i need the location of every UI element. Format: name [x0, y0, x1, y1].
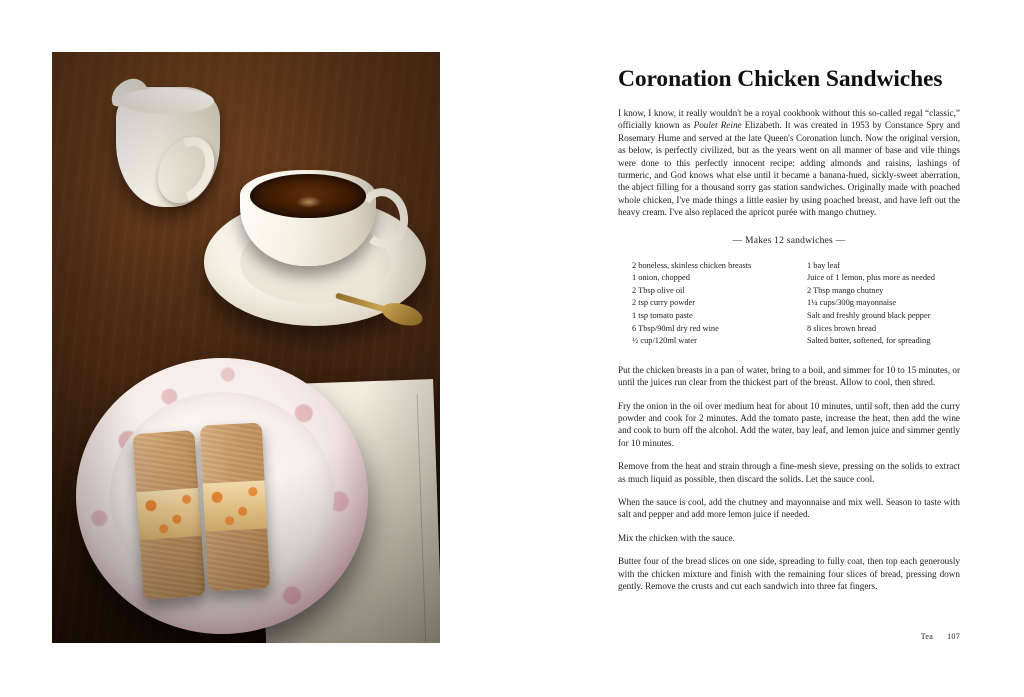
ingredient-item: Salt and freshly ground black pepper: [807, 311, 931, 321]
ingredients-column-left: [632, 260, 785, 348]
recipe-step: Fry the onion in the oil over medium heat for about 10 minutes, until soft, then add the curry powder and cook for 2 minutes. Add the tomato paste, increase the heat, then add the wine and cook to burn off the alcohol. Add the water, bay leaf, and lemon juice and simmer gently for 10 minutes.: [618, 400, 960, 448]
ingredient-item: 1 onion, chopped: [632, 273, 690, 283]
ingredient-item: 8 slices brown bread: [807, 323, 877, 333]
ingredient-item: 1 bay leaf: [807, 260, 841, 270]
headnote-italic-term: Poulet Reine: [693, 120, 742, 131]
ingredient-item: Juice of 1 lemon, plus more as needed: [807, 273, 935, 283]
page-footer: [618, 632, 960, 641]
recipe-headnote: [618, 107, 960, 219]
photo-background-wood-table: [52, 52, 440, 643]
section-label: Tea: [920, 632, 934, 641]
recipe-photograph: [52, 52, 440, 643]
ingredient-item: ½ cup/120ml water: [632, 336, 697, 346]
ingredient-item: 2 Tbsp olive oil: [632, 285, 685, 295]
ingredients-column-right: [807, 260, 960, 348]
recipe-text-column: [618, 66, 960, 604]
ingredient-item: 6 Tbsp/90ml dry red wine: [632, 323, 719, 333]
ingredients-list: [632, 260, 960, 348]
ingredient-item: 2 tsp curry powder: [632, 298, 696, 308]
page-number: 107: [947, 632, 960, 641]
ingredient-item: 2 Tbsp mango chutney: [807, 285, 884, 295]
ingredient-item: Salted butter, softened, for spreading: [807, 336, 931, 346]
ingredient-item: 2 boneless, skinless chicken breasts: [632, 260, 752, 270]
photo-vignette: [52, 52, 440, 643]
ingredient-item: 1¼ cups/300g mayonnaise: [807, 298, 897, 308]
recipe-step: Mix the chicken with the sauce.: [618, 532, 735, 543]
headnote-part-2: Elizabeth. It was created in 1953 by Constance Spry and Rosemary Hume and served at the late Queen's Coronation lunch. Now the original version, as below, is perfectly civilized, but as the years went on all manner of base and vile things were done to this perfectly innocent recipe: adding almonds and raisins, lashings of turmeric, and God knows what else until it became a banana-hued, sickly-sweet aberration, the abject filling for a thousand sorry gas station sandwiches. Originally made with poached whole chicken, I've made things a little easier by using poached breast, and have left out the heavy cream. I've also replaced the apricot purée with mango chutney.: [618, 120, 960, 218]
recipe-yield: — Makes 12 sandwiches —: [732, 234, 846, 246]
headnote-part-1: I know, I know, it really wouldn't be a royal cookbook without this so-called regal “classic,” officially known as: [618, 108, 960, 131]
recipe-step: Butter four of the bread slices on one side, spreading to fully coat, then top each generously with the chicken mixture and finish with the remaining four slices of bread, pressing down gently. Remove the crusts and cut each sandwich into three fat fingers.: [618, 556, 960, 592]
recipe-step: Put the chicken breasts in a pan of water, bring to a boil, and simmer for 10 to 15 minutes, or until the juices run clear from the thickest part of the breast. Allow to cool, then shred.: [618, 364, 960, 388]
recipe-step: Remove from the heat and strain through a fine-mesh sieve, pressing on the solids to extract as much liquid as possible, then discard the solids. Let the sauce cool.: [618, 461, 960, 484]
recipe-step: When the sauce is cool, add the chutney and mayonnaise and mix well. Season to taste with salt and pepper and add more lemon juice if needed.: [618, 497, 960, 520]
ingredient-item: 1 tsp tomato paste: [632, 311, 693, 321]
recipe-title: Coronation Chicken Sandwiches: [618, 66, 943, 92]
